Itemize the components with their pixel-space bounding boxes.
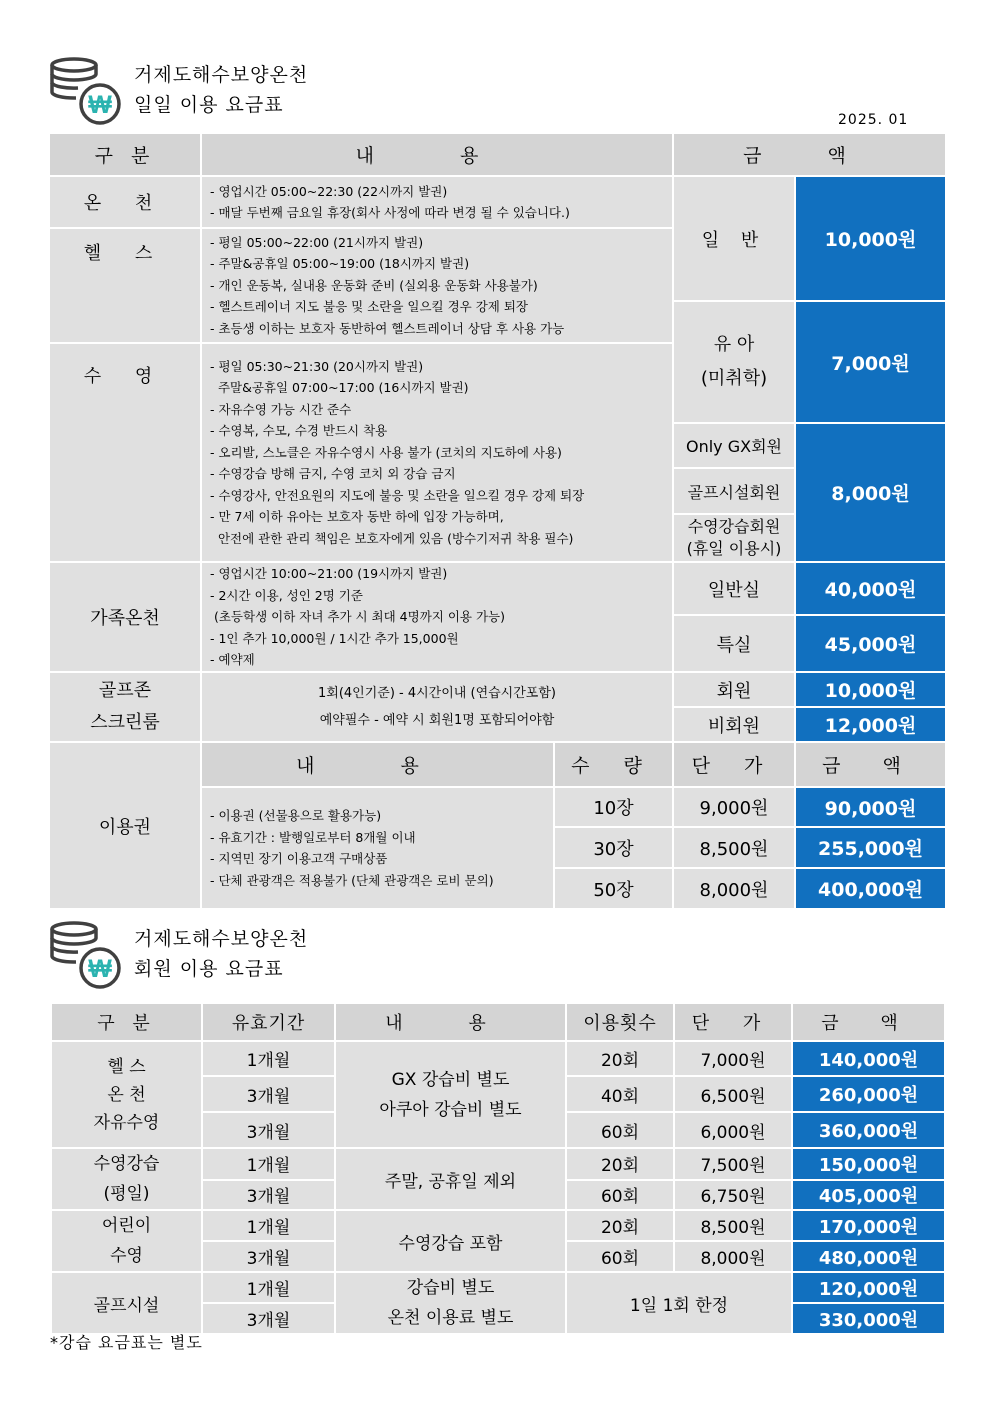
row-label-family: 가족온천 xyxy=(49,562,201,672)
amount: 360,000원 xyxy=(792,1112,945,1148)
ticket-qty: 50장 xyxy=(554,868,673,909)
price-label-general: 일 반 xyxy=(673,176,795,301)
row-label-oncheon: 온 천 xyxy=(49,176,201,228)
ticket-amount: 400,000원 xyxy=(795,868,946,909)
amount: 480,000원 xyxy=(792,1241,945,1272)
unit-price: 6,000원 xyxy=(674,1112,792,1148)
amount: 405,000원 xyxy=(792,1180,945,1210)
g4-content: 강습비 별도 온천 이용료 별도 xyxy=(335,1272,566,1334)
row-label-golfzone: 골프존 스크린룸 xyxy=(49,672,201,742)
golfzone-member-price: 10,000원 xyxy=(795,672,946,707)
ticket-header-amount: 금 액 xyxy=(795,742,946,787)
ticket-amount: 90,000원 xyxy=(795,787,946,827)
period: 3개월 xyxy=(202,1076,335,1112)
col-header-amount: 금 액 xyxy=(673,133,946,176)
header-title: 거제도해수보양온천 xyxy=(134,64,309,86)
family-room-special-price: 45,000원 xyxy=(795,615,946,672)
header-subtitle: 일일 이용 요금표 xyxy=(134,94,284,116)
unit-price: 6,500원 xyxy=(674,1076,792,1112)
price-label-child: 유 아 (미취학) xyxy=(673,301,795,423)
ticket-qty: 30장 xyxy=(554,827,673,868)
family-room-special-label: 특실 xyxy=(673,615,795,672)
golfzone-member-label: 회원 xyxy=(673,672,795,707)
price-label-golfmember: 골프시설회원 xyxy=(673,468,795,514)
col-header-content: 내 용 xyxy=(335,1003,566,1041)
count: 60회 xyxy=(566,1180,674,1210)
g4-limit: 1일 1회 한정 xyxy=(566,1272,792,1334)
family-content: - 영업시간 10:00~21:00 (19시까지 발권) - 2시간 이용, 성인 2명 기준 (초등학생 이하 자녀 추가 시 최대 4명까지 이용 가능) - 1인 추가 10,000원 / 1시간 추가 15,000원 - 예약제 xyxy=(201,562,673,672)
col-header-unit: 단 가 xyxy=(674,1003,792,1041)
count: 20회 xyxy=(566,1148,674,1180)
row-label-swim-lesson: 수영강습 (평일) xyxy=(51,1148,202,1210)
unit-price: 6,750원 xyxy=(674,1180,792,1210)
price-member: 8,000원 xyxy=(795,423,946,562)
price-label-swimmember: 수영강습회원 (휴일 이용시) xyxy=(673,514,795,562)
coin-stack-icon xyxy=(48,56,128,126)
header-title: 거제도해수보양온천 xyxy=(134,928,309,950)
daily-price-table xyxy=(48,132,947,910)
price-child: 7,000원 xyxy=(795,301,946,423)
count: 20회 xyxy=(566,1041,674,1076)
unit-price: 8,000원 xyxy=(674,1241,792,1272)
ticket-qty: 10장 xyxy=(554,787,673,827)
g2-content: 주말, 공휴일 제외 xyxy=(335,1148,566,1210)
unit-price: 7,000원 xyxy=(674,1041,792,1076)
period: 3개월 xyxy=(202,1180,335,1210)
row-label-ticket: 이용권 xyxy=(49,742,201,909)
golfzone-content: 1회(4인기준) - 4시간이내 (연습시간포함) 예약필수 - 예약 시 회원1명 포함되어야함 xyxy=(201,672,673,742)
g1-content: GX 강습비 별도 아쿠아 강습비 별도 xyxy=(335,1041,566,1148)
amount: 260,000원 xyxy=(792,1076,945,1112)
count: 60회 xyxy=(566,1112,674,1148)
golfzone-nonmember-price: 12,000원 xyxy=(795,707,946,742)
health-content: - 평일 05:00~22:00 (21시까지 발권) - 주말&공휴일 05:00~19:00 (18시까지 발권) - 개인 운동복, 실내용 운동화 준비 (실외용 운동화 사용불가) - 헬스트레이너 지도 불응 및 소란을 일으킬 경우 강제 퇴장 - 초등생 이하는 보호자 동반하여 헬스트레이너 상담 후 사용 가능 xyxy=(201,228,673,343)
col-header-content: 내 용 xyxy=(201,133,673,176)
count: 20회 xyxy=(566,1210,674,1241)
coin-stack-icon xyxy=(48,920,128,990)
golfzone-nonmember-label: 비회원 xyxy=(673,707,795,742)
svg-text:₩: ₩ xyxy=(88,91,112,119)
col-header-category: 구 분 xyxy=(51,1003,202,1041)
row-label-golf: 골프시설 xyxy=(51,1272,202,1334)
amount: 330,000원 xyxy=(792,1303,945,1334)
ticket-unit: 8,500원 xyxy=(673,827,795,868)
col-header-category: 구 분 xyxy=(49,133,201,176)
period: 1개월 xyxy=(202,1272,335,1303)
g3-content: 수영강습 포함 xyxy=(335,1210,566,1272)
row-label-swim: 수 영 xyxy=(49,343,201,562)
period: 1개월 xyxy=(202,1148,335,1180)
family-room-general-price: 40,000원 xyxy=(795,562,946,615)
period: 1개월 xyxy=(202,1210,335,1241)
amount: 150,000원 xyxy=(792,1148,945,1180)
ticket-header-qty: 수 량 xyxy=(554,742,673,787)
period: 3개월 xyxy=(202,1112,335,1148)
amount: 120,000원 xyxy=(792,1272,945,1303)
ticket-unit: 8,000원 xyxy=(673,868,795,909)
col-header-period: 유효기간 xyxy=(202,1003,335,1041)
col-header-amount: 금 액 xyxy=(792,1003,945,1041)
period: 3개월 xyxy=(202,1241,335,1272)
price-general: 10,000원 xyxy=(795,176,946,301)
svg-text:₩: ₩ xyxy=(88,955,112,983)
col-header-count: 이용횟수 xyxy=(566,1003,674,1041)
ticket-header-unit: 단 가 xyxy=(673,742,795,787)
date-label: 2025. 01 xyxy=(838,112,909,128)
unit-price: 7,500원 xyxy=(674,1148,792,1180)
unit-price: 8,500원 xyxy=(674,1210,792,1241)
amount: 140,000원 xyxy=(792,1041,945,1076)
membership-price-table xyxy=(50,1002,946,1335)
ticket-content: - 이용권 (선물용으로 활용가능) - 유효기간 : 발행일로부터 8개월 이내 - 지역민 장기 이용고객 구매상품 - 단체 관광객은 적용불가 (단체 관광객은 로비 문의) xyxy=(201,787,554,909)
ticket-amount: 255,000원 xyxy=(795,827,946,868)
period: 3개월 xyxy=(202,1303,335,1334)
period: 1개월 xyxy=(202,1041,335,1076)
family-room-general-label: 일반실 xyxy=(673,562,795,615)
ticket-unit: 9,000원 xyxy=(673,787,795,827)
footnote: *강습 요금표는 별도 xyxy=(50,1333,203,1352)
amount: 170,000원 xyxy=(792,1210,945,1241)
row-label-health: 헬 스 xyxy=(49,228,201,343)
ticket-header-content: 내 용 xyxy=(201,742,554,787)
price-label-gx: Only GX회원 xyxy=(673,423,795,468)
swim-content: - 평일 05:30~21:30 (20시까지 발권) 주말&공휴일 07:00~17:00 (16시까지 발권) - 자유수영 가능 시간 준수 - 수영복, 수모, 수경 반드시 착용 - 오리발, 스노클은 자유수영시 사용 불가 (코치의 지도하에 사용) - 수영강습 방해 금지, 수영 코치 외 강습 금지 - 수영강사, 안전요원의 지도에 불응 및 소란을 일으킬 경우 강제 퇴장 - 만 7세 이하 유아는 보호자 동반 하에 입장 가능하며, 안전에 관한 관리 책임은 보호자에게 있음 (방수기저귀 착용 필수) xyxy=(201,343,673,562)
count: 60회 xyxy=(566,1241,674,1272)
header-subtitle: 회원 이용 요금표 xyxy=(134,958,284,980)
count: 40회 xyxy=(566,1076,674,1112)
row-label-health-oncheon-swim: 헬 스 온 천 자유수영 xyxy=(51,1041,202,1148)
oncheon-content: - 영업시간 05:00~22:30 (22시까지 발권) - 매달 두번째 금요일 휴장(회사 사정에 따라 변경 될 수 있습니다.) xyxy=(201,176,673,228)
row-label-kids-swim: 어린이 수영 xyxy=(51,1210,202,1272)
